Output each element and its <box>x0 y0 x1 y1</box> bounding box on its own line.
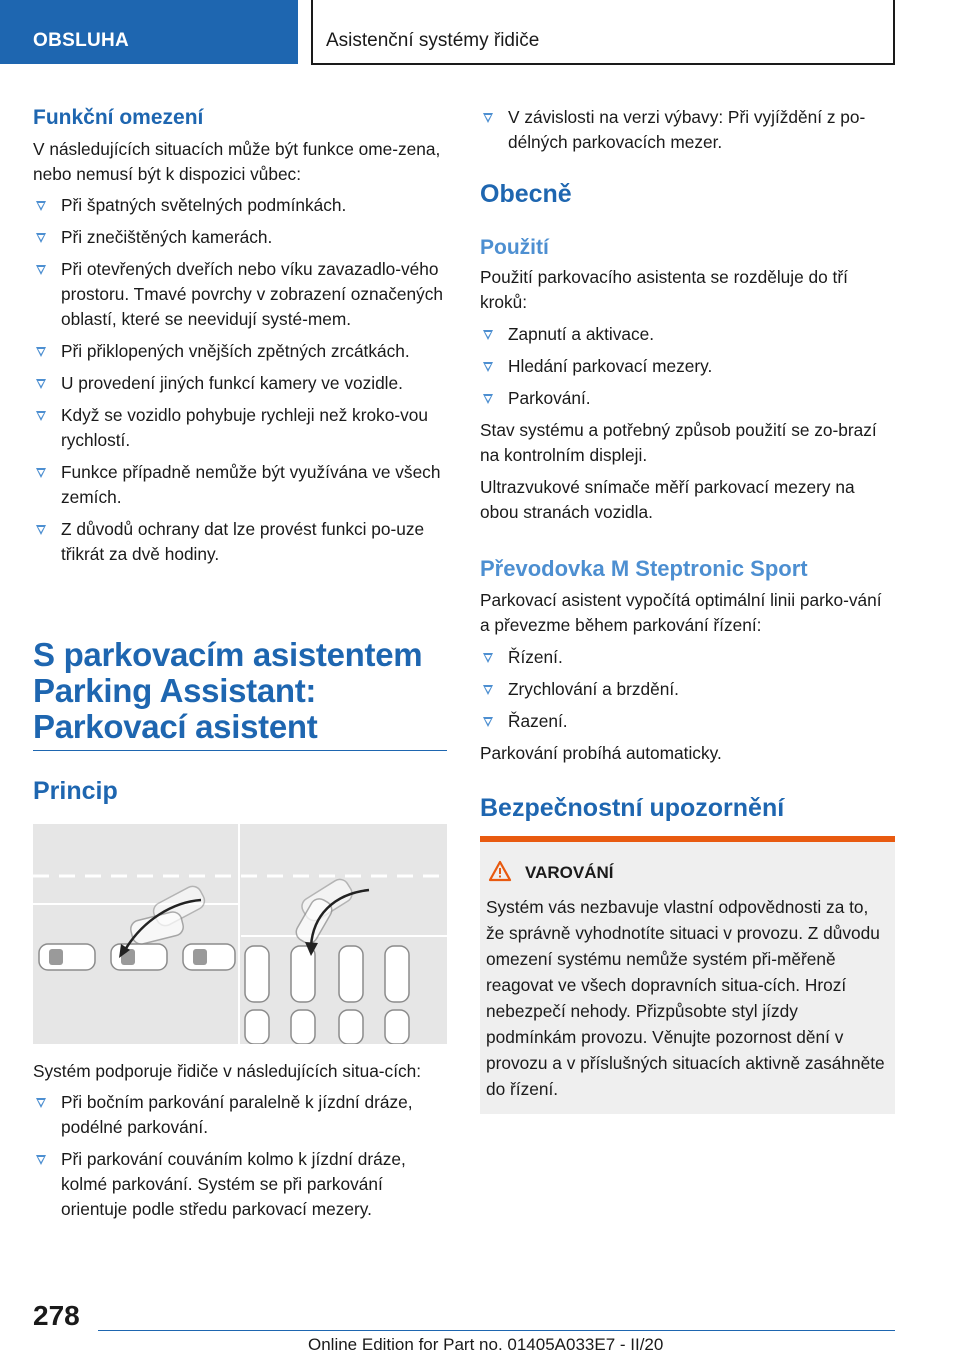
princip-block <box>33 1059 448 1222</box>
section-rule <box>33 750 447 751</box>
warning-triangle-icon <box>488 860 512 887</box>
princip-intro: Systém podporuje řidiče v následujících situa-cích: <box>33 1061 422 1081</box>
bullet-triangle-icon <box>36 411 46 421</box>
section-tab <box>0 0 298 64</box>
list-item: Když se vozidlo pohybuje rychleji než kroko-vou rychlostí. <box>33 403 448 453</box>
bullet-triangle-icon <box>36 347 46 357</box>
chapter-title: Asistenční systémy řidiče <box>326 30 540 51</box>
header-divider-right <box>893 0 895 64</box>
heading-princip: Princip <box>33 777 118 805</box>
list-item: Hledání parkovací mezery. <box>480 354 895 379</box>
pouziti-intro: Použití parkovacího asistenta se rozděluje do tří kroků: <box>480 267 848 312</box>
bullet-triangle-icon <box>36 1098 46 1108</box>
bullet-triangle-icon <box>483 717 493 727</box>
prevodovka-paragraph: Parkování probíhá automaticky. <box>480 743 722 763</box>
bullet-triangle-icon <box>36 265 46 275</box>
bullet-triangle-icon <box>36 201 46 211</box>
bullet-triangle-icon <box>36 1155 46 1165</box>
list-item: Řízení. <box>480 645 895 670</box>
page-number: 278 <box>33 1300 80 1331</box>
prevodovka-list <box>480 645 895 734</box>
list-item: Při parkování couváním kolmo k jízdní dráze, kolmé parkování. Systém se při parkování orientuje podle středu parkovací mezery. <box>33 1147 448 1222</box>
bullet-triangle-icon <box>483 113 493 123</box>
prevodovka-intro: Parkovací asistent vypočítá optimální linii parko-vání a převezme během parkování řízení: <box>480 590 882 635</box>
pouziti-paragraph-2: Ultrazvukové snímače měří parkovací mezery na obou stranách vozidla. <box>480 477 855 522</box>
list-item: Při bočním parkování paralelně k jízdní dráze, podélné parkování. <box>33 1090 448 1140</box>
header-underline <box>311 63 895 65</box>
top-list <box>480 105 895 155</box>
section-heading-line-1: S parkovacím asistentem <box>33 636 423 673</box>
bullet-triangle-icon <box>36 379 46 389</box>
bullet-triangle-icon <box>483 685 493 695</box>
bullet-triangle-icon <box>36 233 46 243</box>
footer-rule <box>98 1330 895 1331</box>
heading-funkcni-omezeni: Funkční omezení <box>33 106 204 129</box>
list-item: V závislosti na verzi výbavy: Při vyjíždění z po-délných parkovacích mezer. <box>480 105 895 155</box>
bullet-triangle-icon <box>483 330 493 340</box>
pouziti-block <box>480 236 895 525</box>
heading-pouziti: Použití <box>480 236 549 259</box>
princip-list <box>33 1090 448 1222</box>
heading-bezpecnost: Bezpečnostní upozornění <box>480 794 785 822</box>
prevodovka-block <box>480 556 895 766</box>
warning-box <box>480 836 895 1114</box>
list-item: Při špatných světelných podmínkách. <box>33 193 448 218</box>
list-item: Funkce případně nemůže být využívána ve všech zemích. <box>33 460 448 510</box>
edition-note: Online Edition for Part no. 01405A033E7 - II/20 <box>308 1335 664 1354</box>
list-item: Při znečištěných kamerách. <box>33 225 448 250</box>
heading-obecne: Obecně <box>480 180 572 208</box>
omezeni-intro: V následujících situacích může být funkce ome-zena, nebo nemusí být k dispozici vůbec: <box>33 139 441 184</box>
list-item: Při otevřených dveřích nebo víku zavazadlo-vého prostoru. Tmavé povrchy v zobrazení označených oblastí, které se neevidují systé-mem. <box>33 257 448 332</box>
bullet-triangle-icon <box>36 525 46 535</box>
list-item: U provedení jiných funkcí kamery ve vozidle. <box>33 371 448 396</box>
pouziti-paragraph-1: Stav systému a potřebný způsob použití se zo-brazí na kontrolním displeji. <box>480 420 877 465</box>
omezeni-block <box>33 106 448 567</box>
bullet-triangle-icon <box>36 468 46 478</box>
right-top-block <box>480 105 895 155</box>
bullet-triangle-icon <box>483 653 493 663</box>
pouziti-list <box>480 322 895 411</box>
header-divider-left <box>311 0 313 64</box>
warning-title: VAROVÁNÍ <box>525 863 614 882</box>
list-item: Řazení. <box>480 709 895 734</box>
list-item: Při přiklopených vnějších zpětných zrcátkách. <box>33 339 448 364</box>
omezeni-list <box>33 193 448 567</box>
heading-prevodovka: Převodovka M Steptronic Sport <box>480 556 808 581</box>
list-item: Parkování. <box>480 386 895 411</box>
parking-illustration <box>33 824 447 1044</box>
list-item: Zapnutí a aktivace. <box>480 322 895 347</box>
bullet-triangle-icon <box>483 362 493 372</box>
section-heading-line-2: Parking Assistant: <box>33 672 317 709</box>
list-item: Z důvodů ochrany dat lze provést funkci po-uze třikrát za dvě hodiny. <box>33 517 448 567</box>
section-heading <box>33 637 448 745</box>
section-label: OBSLUHA <box>33 30 130 51</box>
warning-text: Systém vás nezbavuje vlastní odpovědnosti za to, že správně vyhodnotíte situaci v provozu. Z důvodu omezení systému nemůže systém při-měřeně reagovat ve všech dopravních situa-cích. Hrozí nebezpečí nehody. Přizpůsobte styl jízdy podmínkám provozu. Věnujte pozornost dění v provozu a v příslušných situacích aktivně zasáhněte do řízení. <box>486 897 885 1099</box>
section-heading-line-3: Parkovací asistent <box>33 708 318 745</box>
bullet-triangle-icon <box>483 394 493 404</box>
list-item: Zrychlování a brzdění. <box>480 677 895 702</box>
warning-top-bar <box>480 836 895 842</box>
